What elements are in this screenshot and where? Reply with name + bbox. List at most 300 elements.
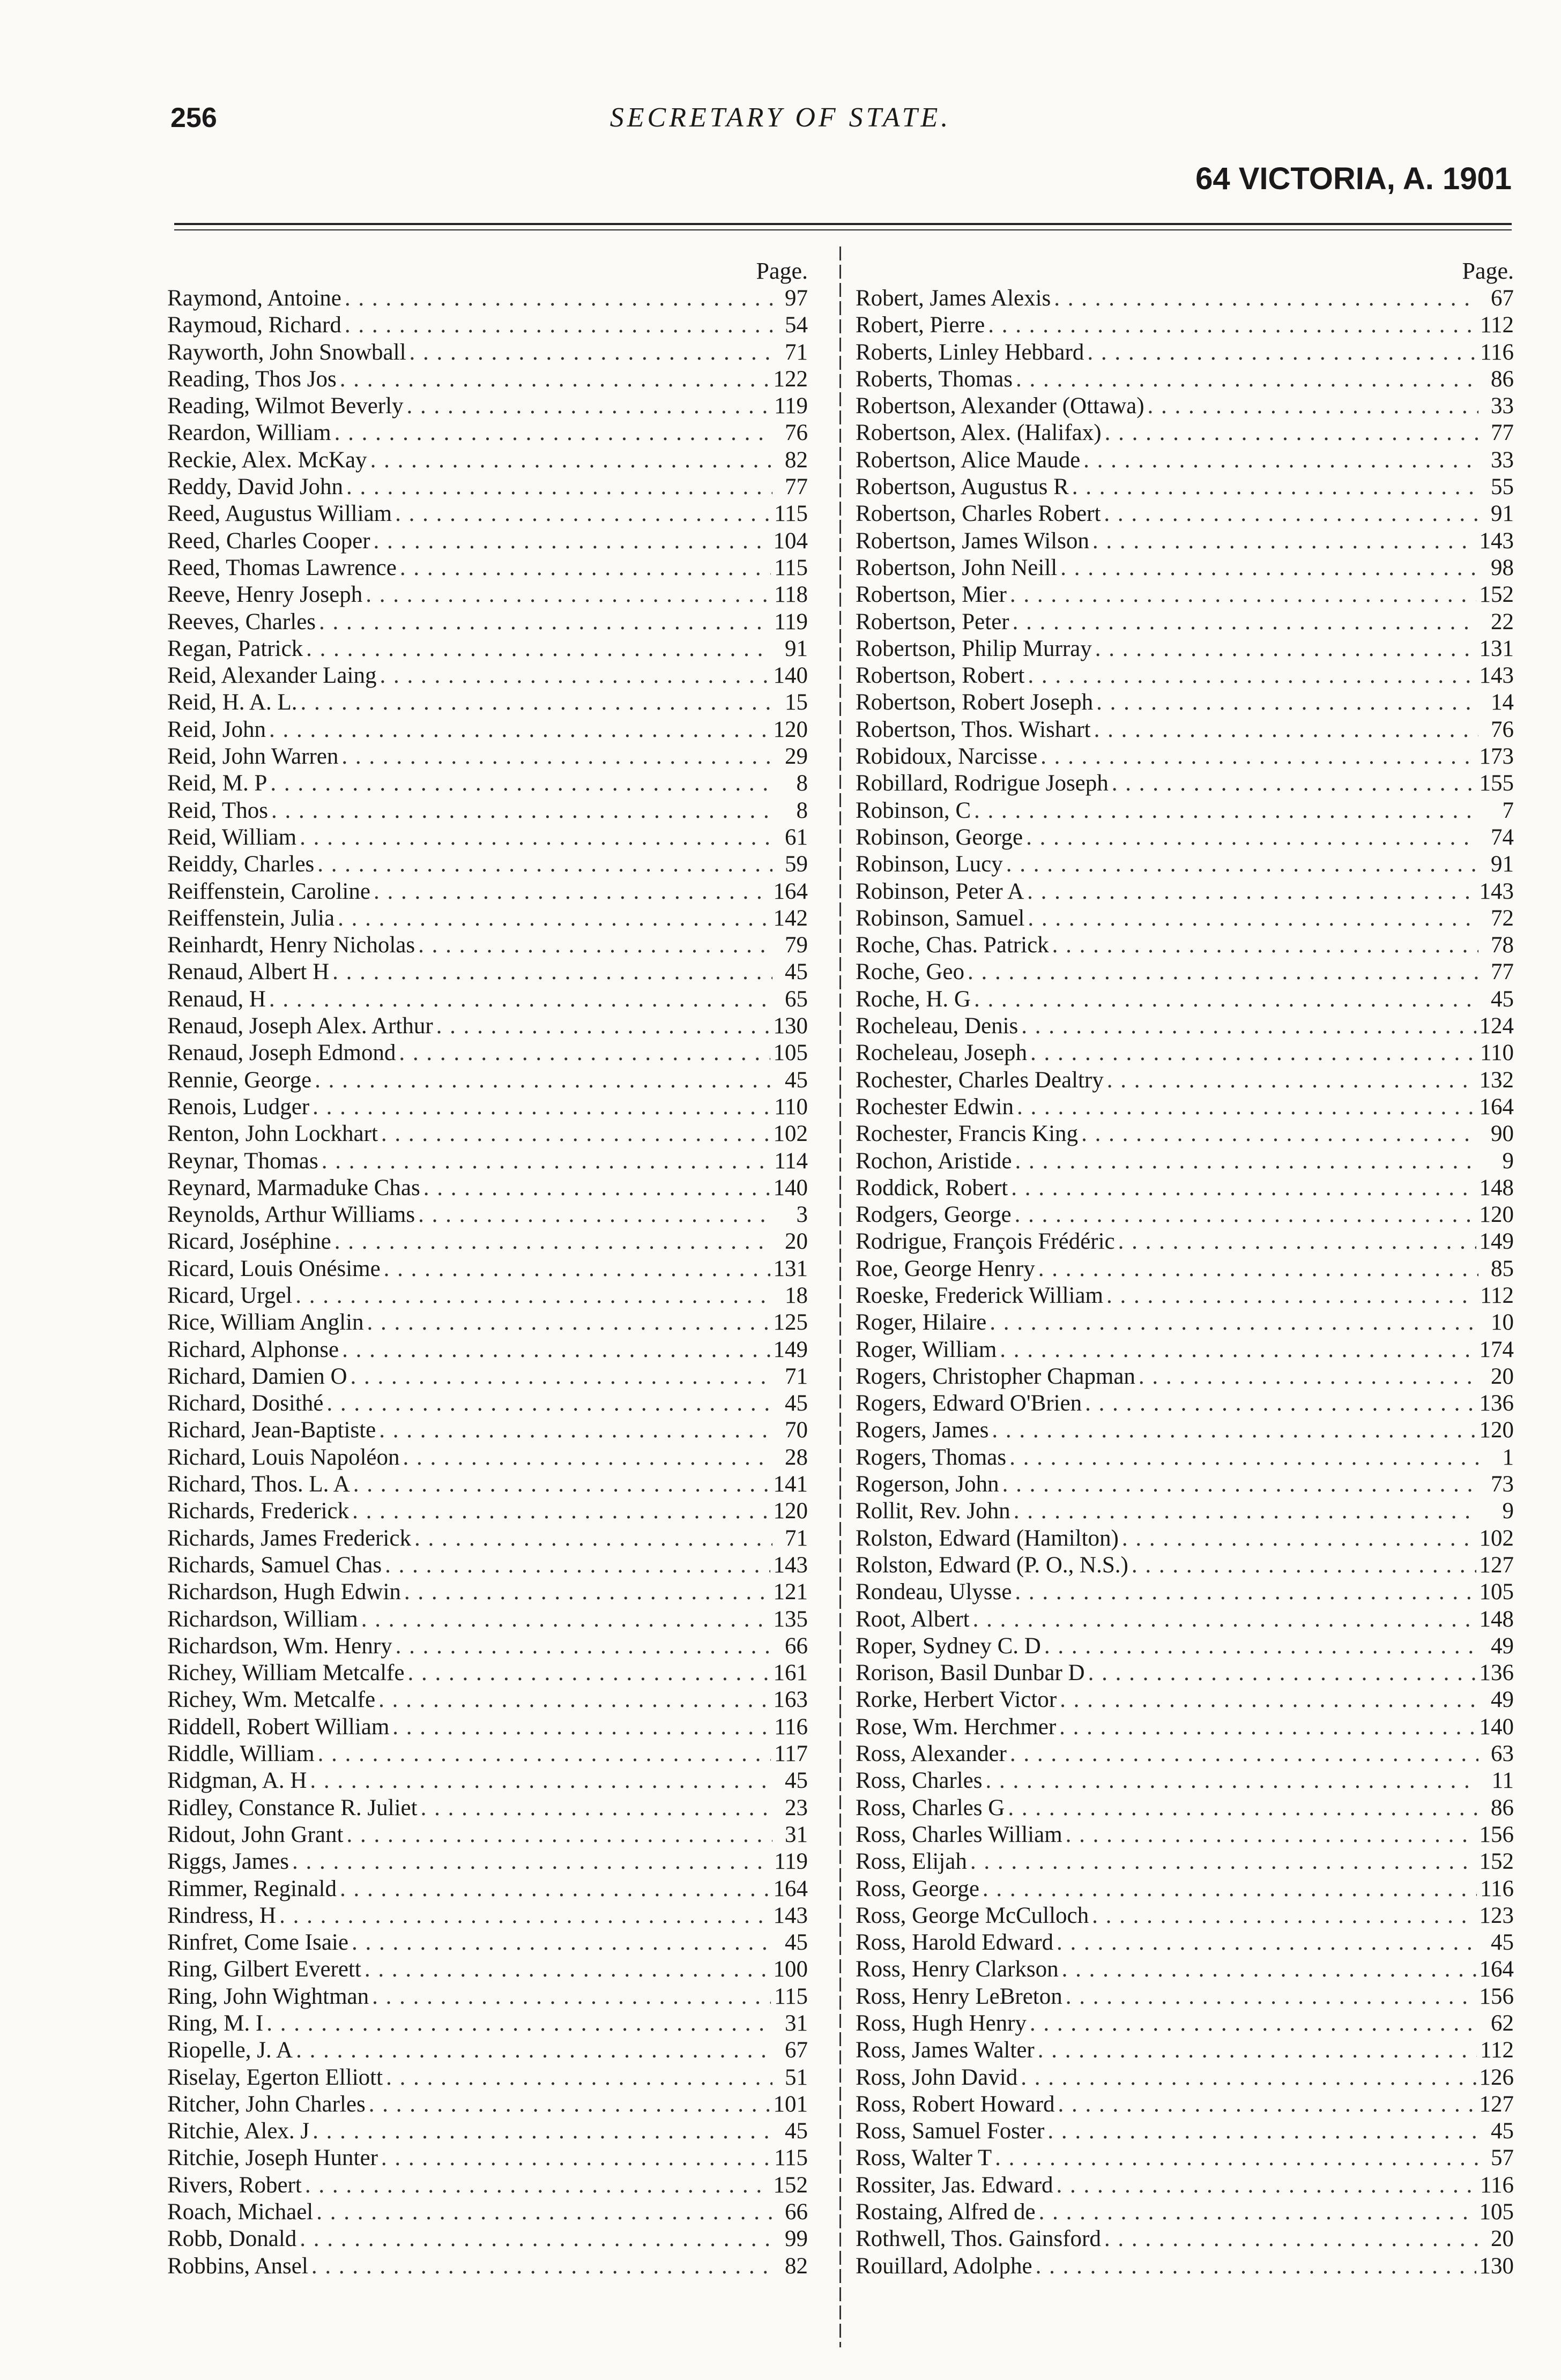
- index-entry: [167, 1983, 808, 2010]
- entry-name: Renton, John Lockhart: [167, 1121, 378, 1147]
- index-entry: [167, 1795, 808, 1822]
- dot-leader: [1014, 1498, 1478, 1525]
- entry-page: 77: [785, 474, 808, 500]
- index-entry: [167, 2091, 808, 2118]
- dot-leader: [295, 1282, 772, 1309]
- index-entry: [167, 1471, 808, 1498]
- dot-leader: [1118, 1228, 1476, 1255]
- entry-page: 18: [785, 1282, 808, 1308]
- entry-page: 115: [774, 2145, 808, 2171]
- index-entry: [167, 905, 808, 932]
- page-number: 256: [170, 102, 217, 133]
- entry-page: 105: [773, 1040, 808, 1066]
- index-entry: [167, 1741, 808, 1767]
- index-entry: [856, 1471, 1514, 1498]
- entry-page: 67: [785, 2038, 808, 2063]
- entry-page: 90: [1491, 1121, 1514, 1147]
- index-entry: [167, 1633, 808, 1660]
- entry-page: 78: [1491, 932, 1514, 958]
- entry-page: 121: [773, 1579, 808, 1605]
- dot-leader: [341, 743, 772, 770]
- entry-page: 105: [1479, 1579, 1514, 1605]
- entry-page: 57: [1491, 2145, 1514, 2171]
- entry-name: Reid, John Warren: [167, 744, 339, 770]
- entry-page: 62: [1491, 2011, 1514, 2036]
- index-entry: [856, 878, 1514, 905]
- entry-page: 45: [1491, 986, 1514, 1012]
- dot-leader: [332, 959, 772, 986]
- entry-name: Richard, Dosithé: [167, 1391, 324, 1416]
- entry-page: 72: [1491, 905, 1514, 931]
- entry-name: Raymond, Antoine: [167, 286, 341, 311]
- entry-page: 29: [785, 744, 808, 770]
- entry-page: 28: [785, 1444, 808, 1470]
- entry-page: 120: [773, 717, 808, 742]
- entry-name: Robertson, Alice Maude: [856, 447, 1081, 473]
- entry-page: 164: [773, 1876, 808, 1901]
- entry-name: Reading, Wilmot Beverly: [167, 393, 404, 419]
- entry-page: 123: [1479, 1902, 1514, 1928]
- dot-leader: [1008, 1795, 1478, 1822]
- entry-name: Rochester Edwin: [856, 1094, 1014, 1120]
- entry-name: Ross, George McCulloch: [856, 1902, 1089, 1928]
- entry-name: Rimmer, Reginald: [167, 1876, 337, 1901]
- entry-page: 49: [1491, 1633, 1514, 1659]
- entry-page: 91: [1491, 852, 1514, 877]
- entry-name: Ross, Charles G: [856, 1795, 1005, 1821]
- dot-leader: [988, 312, 1477, 339]
- index-entry: [856, 1444, 1514, 1471]
- dot-leader: [279, 1902, 770, 1929]
- index-entry: [856, 2091, 1514, 2118]
- entry-page: 100: [773, 1957, 808, 1982]
- index-entry: [856, 1606, 1514, 1633]
- index-entry: [856, 1660, 1514, 1687]
- index-entry: [856, 717, 1514, 743]
- entry-name: Roe, George Henry: [856, 1256, 1035, 1281]
- dot-leader: [1013, 609, 1478, 636]
- entry-page: 143: [1479, 528, 1514, 554]
- dot-leader: [269, 986, 772, 1013]
- dot-leader: [1066, 1983, 1476, 2010]
- index-entry: [856, 1929, 1514, 1956]
- dot-leader: [404, 1579, 770, 1606]
- dot-leader: [361, 1606, 770, 1633]
- entry-name: Rogers, Christopher Chapman: [856, 1363, 1135, 1389]
- dot-leader: [1092, 528, 1476, 555]
- dot-leader: [1112, 770, 1476, 797]
- dot-leader: [340, 366, 770, 393]
- entry-name: Robertson, John Neill: [856, 555, 1058, 580]
- index-entry: [856, 959, 1514, 986]
- entry-name: Richards, James Frederick: [167, 1525, 411, 1551]
- entry-page: 143: [773, 1902, 808, 1928]
- index-entry: [856, 851, 1514, 878]
- dot-leader: [995, 2145, 1478, 2172]
- entry-name: Ricard, Joséphine: [167, 1229, 331, 1255]
- entry-name: Rivers, Robert: [167, 2172, 302, 2198]
- entry-page: 23: [785, 1795, 808, 1821]
- dot-leader: [346, 1822, 772, 1848]
- entry-name: Riggs, James: [167, 1849, 289, 1875]
- entry-page: 143: [1479, 663, 1514, 689]
- entry-name: Rochon, Aristide: [856, 1148, 1012, 1174]
- entry-page: 122: [773, 366, 808, 392]
- index-entry: [856, 1822, 1514, 1848]
- entry-name: Rodrigue, François Frédéric: [856, 1229, 1115, 1255]
- entry-name: Richard, Louis Napoléon: [167, 1444, 400, 1470]
- dot-leader: [1059, 1714, 1476, 1741]
- session-label: 64 VICTORIA, A. 1901: [1195, 161, 1512, 196]
- dot-leader: [345, 312, 772, 339]
- dot-leader: [306, 636, 772, 662]
- entry-name: Ritcher, John Charles: [167, 2091, 366, 2117]
- dot-leader: [381, 1121, 770, 1147]
- index-entry: [167, 2118, 808, 2145]
- dot-leader: [1083, 447, 1478, 474]
- index-entry: [856, 1687, 1514, 1713]
- dot-leader: [436, 1013, 770, 1040]
- entry-page: 1: [1502, 1444, 1514, 1470]
- entry-page: 71: [785, 339, 808, 365]
- entry-page: 127: [1479, 2091, 1514, 2117]
- entry-name: Roche, Geo: [856, 959, 964, 985]
- dot-leader: [300, 824, 772, 851]
- index-entry: [856, 1983, 1514, 2010]
- entry-page: 116: [1480, 1876, 1514, 1901]
- entry-name: Rothwell, Thos. Gainsford: [856, 2226, 1101, 2252]
- entry-page: 135: [773, 1606, 808, 1632]
- dot-leader: [316, 2199, 772, 2226]
- entry-name: Richey, Wm. Metcalfe: [167, 1687, 376, 1713]
- index-entry: [856, 932, 1514, 959]
- dot-leader: [1006, 851, 1478, 878]
- entry-name: Renois, Ludger: [167, 1094, 310, 1120]
- entry-name: Renaud, Joseph Edmond: [167, 1040, 396, 1066]
- dot-leader: [1038, 1256, 1478, 1282]
- entry-page: 117: [774, 1741, 808, 1767]
- entry-name: Reid, Thos: [167, 797, 268, 823]
- entry-name: Regan, Patrick: [167, 636, 303, 661]
- entry-page: 152: [1479, 582, 1514, 608]
- entry-name: Robinson, C: [856, 797, 971, 823]
- entry-list-left: [167, 285, 808, 2280]
- entry-name: Renaud, Albert H: [167, 959, 330, 985]
- entry-page: 130: [1479, 2253, 1514, 2279]
- entry-name: Richards, Samuel Chas: [167, 1552, 382, 1578]
- index-entry: [167, 1013, 808, 1040]
- entry-page: 155: [1479, 771, 1514, 796]
- entry-page: 118: [774, 582, 808, 608]
- entry-name: Reid, M. P: [167, 771, 267, 796]
- dot-leader: [1021, 1013, 1476, 1040]
- entry-name: Richard, Thos. L. A: [167, 1472, 350, 1497]
- index-entry: [856, 1363, 1514, 1390]
- dot-leader: [372, 1983, 771, 2010]
- index-entry: [167, 474, 808, 501]
- index-entry: [167, 1956, 808, 1983]
- dot-leader: [423, 1175, 770, 1202]
- dot-leader: [365, 1956, 770, 1983]
- entry-page: 115: [774, 555, 808, 580]
- entry-page: 67: [1491, 286, 1514, 311]
- entry-name: Rocheleau, Joseph: [856, 1040, 1028, 1066]
- index-entry: [856, 420, 1514, 446]
- dot-leader: [334, 420, 772, 446]
- index-entry: [856, 2253, 1514, 2280]
- dot-leader: [378, 1687, 770, 1713]
- entry-name: Reynar, Thomas: [167, 1148, 318, 1174]
- entry-page: 115: [774, 501, 808, 527]
- dot-leader: [340, 1876, 770, 1902]
- entry-page: 59: [785, 852, 808, 877]
- entry-page: 116: [1480, 339, 1514, 365]
- entry-name: Rochester, Francis King: [856, 1121, 1079, 1147]
- entry-name: Rossiter, Jas. Edward: [856, 2172, 1053, 2198]
- dot-leader: [1132, 1552, 1476, 1579]
- entry-name: Renaud, Joseph Alex. Arthur: [167, 1013, 433, 1039]
- index-entry: [856, 1956, 1514, 1983]
- dot-leader: [992, 1417, 1476, 1444]
- entry-name: Reiddy, Charles: [167, 852, 315, 877]
- entry-name: Reid, John: [167, 717, 266, 742]
- index-entry: [167, 2064, 808, 2091]
- dot-leader: [1106, 1282, 1477, 1309]
- dot-leader: [374, 528, 770, 555]
- entry-page: 66: [785, 2199, 808, 2225]
- entry-name: Robertson, Robert: [856, 663, 1025, 689]
- dot-leader: [296, 2037, 772, 2064]
- dot-leader: [1104, 501, 1478, 527]
- entry-page: 119: [774, 1849, 808, 1875]
- entry-name: Ross, Walter T: [856, 2145, 992, 2171]
- entry-name: Renaud, H: [167, 986, 266, 1012]
- entry-name: Reynolds, Arthur Williams: [167, 1202, 415, 1228]
- dot-leader: [414, 1525, 772, 1552]
- entry-name: Rogers, Thomas: [856, 1444, 1007, 1470]
- dot-leader: [418, 932, 772, 959]
- index-entry: [167, 2199, 808, 2226]
- index-entry: [167, 1175, 808, 1202]
- entry-name: Ricard, Urgel: [167, 1282, 293, 1308]
- entry-page: 51: [785, 2064, 808, 2090]
- index-entry: [856, 609, 1514, 636]
- entry-name: Rogers, Edward O'Brien: [856, 1391, 1082, 1416]
- dot-leader: [1030, 1040, 1477, 1066]
- index-entry: [167, 312, 808, 339]
- dot-leader: [1044, 1633, 1478, 1660]
- entry-name: Ross, Harold Edward: [856, 1930, 1054, 1956]
- header-rule: [174, 223, 1512, 225]
- entry-page: 79: [785, 932, 808, 958]
- entry-name: Robertson, Philip Murray: [856, 636, 1092, 661]
- entry-page: 45: [785, 1768, 808, 1794]
- index-entry: [856, 528, 1514, 555]
- dot-leader: [974, 797, 1478, 824]
- entry-page: 102: [773, 1121, 808, 1147]
- index-column-right: [856, 257, 1514, 2280]
- entry-page: 49: [1491, 1687, 1514, 1713]
- entry-page: 14: [1491, 690, 1514, 715]
- index-entry: [856, 1795, 1514, 1822]
- entry-page: 33: [1491, 447, 1514, 473]
- entry-name: Richard, Alphonse: [167, 1337, 339, 1362]
- entry-page: 104: [773, 528, 808, 554]
- index-entry: [856, 1741, 1514, 1767]
- entry-page: 125: [773, 1310, 808, 1336]
- index-entry: [167, 339, 808, 366]
- dot-leader: [1066, 1822, 1476, 1848]
- entry-name: Reckie, Alex. McKay: [167, 447, 367, 473]
- entry-name: Rennie, George: [167, 1067, 312, 1093]
- entry-page: 45: [1491, 2118, 1514, 2144]
- index-entry: [167, 1660, 808, 1687]
- entry-page: 124: [1479, 1013, 1514, 1039]
- index-entry: [856, 905, 1514, 932]
- index-entry: [167, 1121, 808, 1147]
- index-entry: [167, 1067, 808, 1094]
- dot-leader: [1104, 2226, 1478, 2252]
- entry-name: Rondeau, Ulysse: [856, 1579, 1012, 1605]
- index-entry: [167, 1687, 808, 1713]
- index-entry: [167, 824, 808, 851]
- entry-page: 152: [773, 2172, 808, 2198]
- index-entry: [167, 743, 808, 770]
- index-entry: [167, 1606, 808, 1633]
- entry-name: Roper, Sydney C. D: [856, 1633, 1041, 1659]
- dot-leader: [318, 1741, 771, 1767]
- column-page-heading: Page.: [1462, 258, 1514, 284]
- entry-name: Ross, Elijah: [856, 1849, 967, 1875]
- dot-leader: [1028, 905, 1478, 932]
- entry-name: Reynard, Marmaduke Chas: [167, 1175, 420, 1200]
- entry-page: 115: [774, 1983, 808, 2009]
- index-entry: [856, 1256, 1514, 1282]
- entry-page: 161: [773, 1660, 808, 1686]
- dot-leader: [380, 662, 770, 689]
- entry-name: Roach, Michael: [167, 2199, 314, 2225]
- dot-leader: [986, 1767, 1479, 1794]
- index-entry: [856, 1148, 1514, 1175]
- entry-page: 82: [785, 2253, 808, 2279]
- dot-leader: [1015, 1579, 1476, 1606]
- index-entry: [167, 1767, 808, 1794]
- entry-page: 130: [773, 1013, 808, 1039]
- entry-name: Ring, John Wightman: [167, 1983, 369, 2009]
- dot-leader: [384, 1256, 770, 1282]
- index-entry: [167, 1525, 808, 1552]
- entry-name: Robertson, Augustus R: [856, 474, 1069, 500]
- dot-leader: [1052, 932, 1478, 959]
- dot-leader: [1021, 2064, 1476, 2091]
- entry-page: 98: [1491, 555, 1514, 580]
- index-entry: [167, 797, 808, 824]
- entry-page: 173: [1479, 744, 1514, 770]
- entry-page: 45: [785, 2118, 808, 2144]
- index-entry: [856, 2172, 1514, 2199]
- entry-page: 71: [785, 1363, 808, 1389]
- index-entry: [167, 1876, 808, 1902]
- entry-name: Rice, William Anglin: [167, 1310, 364, 1336]
- dot-leader: [385, 1552, 770, 1579]
- entry-name: Rorke, Herbert Victor: [856, 1687, 1057, 1713]
- index-entry: [856, 743, 1514, 770]
- index-entry: [856, 1282, 1514, 1309]
- dot-leader: [396, 1633, 772, 1660]
- dot-leader: [407, 393, 771, 420]
- index-entry: [167, 1390, 808, 1417]
- entry-page: 15: [785, 690, 808, 715]
- entry-page: 97: [785, 286, 808, 311]
- index-entry: [856, 1498, 1514, 1525]
- index-entry: [856, 824, 1514, 851]
- index-entry: [856, 1767, 1514, 1794]
- index-entry: [856, 501, 1514, 527]
- dot-leader: [352, 1498, 770, 1525]
- dot-leader: [266, 2010, 772, 2037]
- entry-page: 152: [1479, 1849, 1514, 1875]
- dot-leader: [1095, 636, 1476, 662]
- index-entry: [856, 1525, 1514, 1552]
- entry-page: 149: [773, 1337, 808, 1362]
- entry-page: 112: [1480, 2038, 1514, 2063]
- entry-page: 86: [1491, 366, 1514, 392]
- entry-name: Robinson, Peter A: [856, 878, 1024, 904]
- entry-name: Ross, George: [856, 1876, 979, 1901]
- entry-page: 119: [774, 393, 808, 419]
- entry-page: 164: [1479, 1094, 1514, 1120]
- entry-name: Rogerson, John: [856, 1472, 999, 1497]
- entry-name: Robbins, Ansel: [167, 2253, 308, 2279]
- entry-name: Roberts, Thomas: [856, 366, 1013, 392]
- entry-name: Ridgman, A. H: [167, 1768, 307, 1794]
- entry-page: 110: [774, 1094, 808, 1120]
- index-entry: [856, 2226, 1514, 2252]
- dot-leader: [1060, 555, 1478, 581]
- dot-leader: [1030, 2010, 1478, 2037]
- index-entry: [856, 474, 1514, 501]
- dot-leader: [313, 1094, 771, 1121]
- entry-page: 126: [1479, 2064, 1514, 2090]
- dot-leader: [1015, 1202, 1476, 1228]
- entry-page: 33: [1491, 393, 1514, 419]
- header-rule-thin: [174, 229, 1512, 230]
- entry-page: 65: [785, 986, 808, 1012]
- entry-name: Reid, William: [167, 824, 297, 850]
- index-entry: [167, 1417, 808, 1444]
- index-entry: [167, 1282, 808, 1309]
- index-entry: [856, 1579, 1514, 1606]
- entry-page: 120: [1479, 1202, 1514, 1228]
- entry-name: Richardson, Hugh Edwin: [167, 1579, 401, 1605]
- entry-page: 45: [1491, 1930, 1514, 1956]
- entry-name: Rose, Wm. Herchmer: [856, 1714, 1057, 1740]
- index-entry: [856, 1417, 1514, 1444]
- entry-name: Ross, Hugh Henry: [856, 2011, 1027, 2036]
- dot-leader: [311, 2253, 772, 2280]
- index-entry: [856, 2199, 1514, 2226]
- index-entry: [167, 1309, 808, 1336]
- entry-name: Robillard, Rodrigue Joseph: [856, 771, 1109, 796]
- index-entry: [856, 285, 1514, 312]
- index-entry: [856, 1552, 1514, 1579]
- entry-name: Ridout, John Grant: [167, 1822, 344, 1847]
- index-entry: [856, 986, 1514, 1013]
- entry-name: Rollit, Rev. John: [856, 1498, 1010, 1524]
- dot-leader: [403, 1444, 773, 1471]
- entry-name: Ring, M. I: [167, 2011, 264, 2036]
- dot-leader: [1139, 1363, 1478, 1390]
